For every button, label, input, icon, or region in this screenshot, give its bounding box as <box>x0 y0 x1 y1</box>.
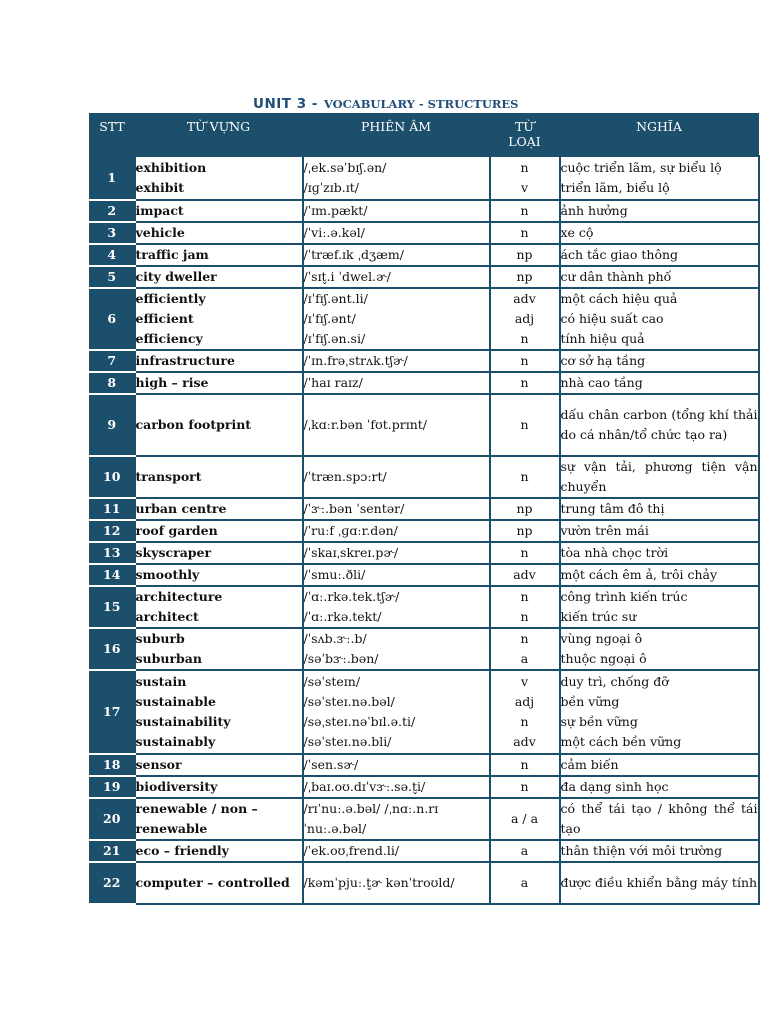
meaning: thân thiện với môi trường <box>560 842 723 858</box>
part-of-speech-cell <box>490 840 560 862</box>
vocabulary-word: high – rise <box>135 374 209 390</box>
row-number: 14 <box>90 564 135 586</box>
vocabulary-word-cell <box>135 456 303 498</box>
vocabulary-word: impact <box>135 202 184 218</box>
pronunciation-cell <box>303 586 490 628</box>
vocabulary-word-cell <box>135 200 303 222</box>
table-row <box>90 266 759 288</box>
vocabulary-word-cell <box>135 862 303 904</box>
row-number: 18 <box>90 754 135 776</box>
part-of-speech: adv <box>513 566 536 582</box>
meaning: sự bền vững <box>560 713 638 729</box>
meaning-cell <box>560 222 759 244</box>
meaning: dấu chân carbon (tổng khí thải do cá nhân/tổ chức tạo ra) <box>560 406 758 442</box>
part-of-speech: n <box>520 630 529 646</box>
vocabulary-word: urban centre <box>135 500 227 516</box>
pronunciation-cell <box>303 456 490 498</box>
vocabulary-word: architecture <box>135 588 223 604</box>
pronunciation: /ˈɪm.pækt/ <box>303 202 368 218</box>
table-row <box>90 394 759 456</box>
part-of-speech: v <box>520 673 529 689</box>
part-of-speech: n <box>520 202 529 218</box>
pronunciation: /səˌsteɪ.nəˈbɪl.ə.ti/ <box>303 713 416 729</box>
meaning: ảnh hưởng <box>560 202 628 218</box>
row-number: 5 <box>90 266 135 288</box>
pronunciation-cell <box>303 628 490 670</box>
pronunciation-cell <box>303 372 490 394</box>
meaning: một cách hiệu quả <box>560 290 678 306</box>
pronunciation: /ˌek.səˈbɪʃ.ən/ <box>303 159 387 175</box>
meaning: thuộc ngoại ô <box>560 650 647 666</box>
part-of-speech-cell <box>490 628 560 670</box>
table-row <box>90 350 759 372</box>
part-of-speech: adv <box>513 290 536 306</box>
pronunciation: /ɪˈfɪʃ.ənt/ <box>303 310 356 326</box>
meaning-cell <box>560 628 759 670</box>
table-row <box>90 840 759 862</box>
row-number: 15 <box>90 586 135 628</box>
pronunciation: /ˈɪn.frəˌstrʌk.tʃɚ/ <box>303 352 408 368</box>
table-row <box>90 628 759 670</box>
part-of-speech: adj <box>514 310 535 326</box>
vocabulary-word: vehicle <box>135 224 185 240</box>
meaning: vườn trên mái <box>560 522 649 538</box>
pronunciation-cell <box>303 498 490 520</box>
pronunciation: /ˈskaɪˌskreɪ.pɚ/ <box>303 544 399 560</box>
part-of-speech-cell <box>490 564 560 586</box>
row-number: 1 <box>90 156 135 200</box>
header-meaning: NGHĨA <box>560 114 759 156</box>
pronunciation: /səˈsteɪn/ <box>303 673 361 689</box>
meaning-cell <box>560 520 759 542</box>
header-part-of-speech <box>490 114 560 156</box>
part-of-speech-cell <box>490 754 560 776</box>
part-of-speech-cell <box>490 456 560 498</box>
meaning-cell <box>560 498 759 520</box>
meaning: cuộc triển lãm, sự biểu lộ <box>560 159 722 175</box>
vocabulary-word: exhibition <box>135 159 207 175</box>
meaning: có thể tái tạo / không thể tái tạo <box>560 800 758 836</box>
part-of-speech-cell <box>490 542 560 564</box>
part-of-speech: np <box>516 268 533 284</box>
vocabulary-word-cell <box>135 520 303 542</box>
meaning: duy trì, chống đỡ <box>560 673 669 689</box>
pronunciation: /ɪˈfɪʃ.ən.si/ <box>303 330 366 346</box>
pronunciation: ˈnuː.ə.bəl/ <box>303 820 367 836</box>
table-row <box>90 456 759 498</box>
row-number: 19 <box>90 776 135 798</box>
meaning-cell <box>560 244 759 266</box>
vocabulary-word: sustainable <box>135 693 216 709</box>
vocabulary-word-cell <box>135 798 303 840</box>
vocabulary-word-cell <box>135 776 303 798</box>
pronunciation: /ˈek.oʊˌfrend.li/ <box>303 842 400 858</box>
pronunciation: /səˈbɝː.bən/ <box>303 650 379 666</box>
row-number: 21 <box>90 840 135 862</box>
vocabulary-word-cell <box>135 628 303 670</box>
pronunciation: /ˈɑː.rkə.tek.tʃɚ/ <box>303 588 400 604</box>
row-number: 4 <box>90 244 135 266</box>
meaning: xe cộ <box>560 224 594 240</box>
meaning: bền vững <box>560 693 620 709</box>
vocabulary-word: sustainably <box>135 733 216 749</box>
table-row <box>90 288 759 350</box>
vocabulary-word-cell <box>135 498 303 520</box>
vocabulary-word-cell <box>135 266 303 288</box>
pronunciation: /kəmˈpjuː.t̬ɚ kənˈtroʊld/ <box>303 874 455 890</box>
vocabulary-word: renewable / non – <box>135 800 258 816</box>
vocabulary-word-cell <box>135 670 303 754</box>
part-of-speech-cell <box>490 288 560 350</box>
part-of-speech-cell <box>490 776 560 798</box>
meaning-cell <box>560 394 759 456</box>
pronunciation: /ˈtræf.ɪk ˌdʒæm/ <box>303 246 404 262</box>
meaning: cư dân thành phố <box>560 268 672 284</box>
header-word: TỪ VỰNG <box>135 114 303 156</box>
part-of-speech: n <box>520 330 529 346</box>
pronunciation: /ˈɝː.bən ˈsentər/ <box>303 500 405 516</box>
row-number: 16 <box>90 628 135 670</box>
vocabulary-word-cell <box>135 564 303 586</box>
part-of-speech: adv <box>513 733 536 749</box>
meaning: một cách êm ả, trôi chảy <box>560 566 718 582</box>
pronunciation-cell <box>303 520 490 542</box>
pronunciation: /ɪˈfɪʃ.ənt.li/ <box>303 290 368 306</box>
meaning-cell <box>560 670 759 754</box>
vocabulary-word: transport <box>135 468 202 484</box>
part-of-speech: n <box>520 468 529 484</box>
pronunciation: /rɪˈnuː.ə.bəl/ /ˌnɑː.n.rɪ <box>303 800 439 816</box>
vocabulary-word-cell <box>135 372 303 394</box>
title-unit: UNIT 3 - <box>253 96 318 112</box>
part-of-speech-cell <box>490 266 560 288</box>
vocabulary-word-cell <box>135 586 303 628</box>
part-of-speech: a <box>520 842 529 858</box>
part-of-speech-cell <box>490 498 560 520</box>
meaning: cơ sở hạ tầng <box>560 352 646 368</box>
pronunciation: /ˈɑː.rkə.tekt/ <box>303 608 382 624</box>
row-number: 10 <box>90 456 135 498</box>
row-number: 17 <box>90 670 135 754</box>
pronunciation: /ˈsen.sɚ/ <box>303 756 359 772</box>
vocabulary-word: renewable <box>135 820 208 836</box>
document-title <box>253 93 518 112</box>
pronunciation-cell <box>303 394 490 456</box>
table-row <box>90 520 759 542</box>
part-of-speech-cell <box>490 394 560 456</box>
table-row <box>90 200 759 222</box>
vocabulary-word: traffic jam <box>135 246 209 262</box>
pronunciation-cell <box>303 776 490 798</box>
table-row <box>90 798 759 840</box>
row-number: 3 <box>90 222 135 244</box>
header-stt: STT <box>90 114 135 156</box>
vocabulary-word: architect <box>135 608 199 624</box>
table-row <box>90 564 759 586</box>
vocabulary-word-cell <box>135 542 303 564</box>
pronunciation: /ˌbaɪ.oʊ.dɪˈvɝː.sə.t̬i/ <box>303 778 426 794</box>
pronunciation-cell <box>303 840 490 862</box>
part-of-speech: n <box>520 713 529 729</box>
part-of-speech: np <box>516 522 533 538</box>
part-of-speech: n <box>520 608 529 624</box>
meaning-cell <box>560 776 759 798</box>
part-of-speech-cell <box>490 520 560 542</box>
part-of-speech: n <box>520 352 529 368</box>
part-of-speech: n <box>520 544 529 560</box>
pronunciation: /ˈsmuː.ðli/ <box>303 566 366 582</box>
part-of-speech: n <box>520 224 529 240</box>
meaning-cell <box>560 840 759 862</box>
table-row <box>90 498 759 520</box>
part-of-speech: n <box>520 159 529 175</box>
header-pos-line1: TỪ <box>515 119 534 134</box>
part-of-speech-cell <box>490 670 560 754</box>
vocabulary-word: eco – friendly <box>135 842 229 858</box>
meaning-cell <box>560 288 759 350</box>
part-of-speech: a <box>520 650 529 666</box>
meaning: trung tâm đô thị <box>560 500 665 516</box>
vocabulary-word-cell <box>135 350 303 372</box>
title-subtitle: VOCABULARY - STRUCTURES <box>323 97 519 111</box>
pronunciation-cell <box>303 266 490 288</box>
vocabulary-word-cell <box>135 754 303 776</box>
vocabulary-table <box>89 113 760 905</box>
pronunciation: /ˈviː.ə.kəl/ <box>303 224 365 240</box>
meaning-cell <box>560 156 759 200</box>
vocabulary-word: sustain <box>135 673 187 689</box>
part-of-speech-cell <box>490 200 560 222</box>
pronunciation: /səˈsteɪ.nə.bəl/ <box>303 693 395 709</box>
row-number: 6 <box>90 288 135 350</box>
pronunciation: /ˈtræn.spɔːrt/ <box>303 468 387 484</box>
meaning: tòa nhà chọc trời <box>560 544 669 560</box>
meaning-cell <box>560 266 759 288</box>
part-of-speech: np <box>516 500 533 516</box>
meaning: một cách bền vững <box>560 733 682 749</box>
vocabulary-word-cell <box>135 394 303 456</box>
part-of-speech: np <box>516 246 533 262</box>
meaning: cảm biến <box>560 756 619 772</box>
vocabulary-word: skyscraper <box>135 544 212 560</box>
meaning: vùng ngoại ô <box>560 630 643 646</box>
pronunciation-cell <box>303 670 490 754</box>
meaning: sự vận tải, phương tiện vận chuyển <box>560 458 758 494</box>
vocabulary-word: carbon footprint <box>135 416 252 432</box>
pronunciation-cell <box>303 156 490 200</box>
meaning-cell <box>560 862 759 904</box>
vocabulary-word: sensor <box>135 756 182 772</box>
row-number: 11 <box>90 498 135 520</box>
part-of-speech-cell <box>490 156 560 200</box>
meaning: được điều khiển bằng máy tính <box>560 874 758 890</box>
table-row <box>90 754 759 776</box>
pronunciation-cell <box>303 288 490 350</box>
header-pos-line2: LOẠI <box>508 134 541 149</box>
pronunciation: /ɪɡˈzɪb.ɪt/ <box>303 179 359 195</box>
pronunciation: /ˈruːf ˌɡɑːr.dən/ <box>303 522 398 538</box>
pronunciation-cell <box>303 200 490 222</box>
vocabulary-word-cell <box>135 244 303 266</box>
vocabulary-word: efficiency <box>135 330 203 346</box>
pronunciation-cell <box>303 542 490 564</box>
vocabulary-word: suburban <box>135 650 202 666</box>
pronunciation-cell <box>303 862 490 904</box>
meaning-cell <box>560 200 759 222</box>
row-number: 9 <box>90 394 135 456</box>
part-of-speech-cell <box>490 798 560 840</box>
part-of-speech: n <box>520 778 529 794</box>
part-of-speech-cell <box>490 244 560 266</box>
meaning: có hiệu suất cao <box>560 310 664 326</box>
part-of-speech-cell <box>490 372 560 394</box>
vocabulary-word: efficient <box>135 310 194 326</box>
meaning: kiến trúc sư <box>560 608 637 624</box>
part-of-speech: n <box>520 756 529 772</box>
pronunciation: /ˈsɪt̬.i ˈdwel.ɚ/ <box>303 268 391 284</box>
row-number: 22 <box>90 862 135 904</box>
meaning-cell <box>560 542 759 564</box>
table-row <box>90 156 759 200</box>
vocabulary-word: roof garden <box>135 522 218 538</box>
table-row <box>90 776 759 798</box>
vocabulary-word: biodiversity <box>135 778 218 794</box>
vocabulary-word: infrastructure <box>135 352 235 368</box>
row-number: 13 <box>90 542 135 564</box>
pronunciation-cell <box>303 754 490 776</box>
table-row <box>90 222 759 244</box>
row-number: 8 <box>90 372 135 394</box>
part-of-speech-cell <box>490 350 560 372</box>
part-of-speech: a / a <box>510 810 539 826</box>
row-number: 12 <box>90 520 135 542</box>
vocabulary-word: exhibit <box>135 179 185 195</box>
part-of-speech-cell <box>490 586 560 628</box>
table-row <box>90 542 759 564</box>
table-row <box>90 670 759 754</box>
pronunciation-cell <box>303 564 490 586</box>
table-row <box>90 586 759 628</box>
part-of-speech-cell <box>490 862 560 904</box>
meaning-cell <box>560 586 759 628</box>
table-row <box>90 244 759 266</box>
part-of-speech: a <box>520 874 529 890</box>
vocabulary-word: smoothly <box>135 566 200 582</box>
row-number: 2 <box>90 200 135 222</box>
meaning-cell <box>560 754 759 776</box>
meaning: công trình kiến trúc <box>560 588 688 604</box>
vocabulary-word-cell <box>135 840 303 862</box>
meaning-cell <box>560 798 759 840</box>
pronunciation-cell <box>303 350 490 372</box>
part-of-speech: n <box>520 416 529 432</box>
table-row <box>90 862 759 904</box>
pronunciation: /ˈsʌb.ɝː.b/ <box>303 630 367 646</box>
meaning: ách tắc giao thông <box>560 246 679 262</box>
vocabulary-rows <box>90 156 759 904</box>
header-pronunciation: PHIÊN ÂM <box>303 114 490 156</box>
vocabulary-word-cell <box>135 222 303 244</box>
meaning: triển lãm, biểu lộ <box>560 179 670 195</box>
pronunciation: /ˌkɑːr.bən ˈfʊt.prɪnt/ <box>303 416 428 432</box>
part-of-speech: n <box>520 374 529 390</box>
pronunciation-cell <box>303 222 490 244</box>
row-number: 7 <box>90 350 135 372</box>
meaning: tính hiệu quả <box>560 330 645 346</box>
vocabulary-word: computer – controlled <box>135 874 290 890</box>
meaning-cell <box>560 372 759 394</box>
vocabulary-word: suburb <box>135 630 185 646</box>
vocabulary-word-cell <box>135 156 303 200</box>
meaning: đa dạng sinh học <box>560 778 669 794</box>
part-of-speech: adj <box>514 693 535 709</box>
part-of-speech: v <box>520 179 529 195</box>
pronunciation: /səˈsteɪ.nə.bli/ <box>303 733 392 749</box>
vocabulary-word: sustainability <box>135 713 231 729</box>
pronunciation-cell <box>303 798 490 840</box>
pronunciation: /ˈhaɪ raɪz/ <box>303 374 363 390</box>
meaning: nhà cao tầng <box>560 374 643 390</box>
vocabulary-word: city dweller <box>135 268 217 284</box>
part-of-speech: n <box>520 588 529 604</box>
meaning-cell <box>560 350 759 372</box>
table-row <box>90 372 759 394</box>
row-number: 20 <box>90 798 135 840</box>
meaning-cell <box>560 564 759 586</box>
vocabulary-word: efficiently <box>135 290 206 306</box>
part-of-speech-cell <box>490 222 560 244</box>
table-header-row <box>90 114 759 156</box>
pronunciation-cell <box>303 244 490 266</box>
meaning-cell <box>560 456 759 498</box>
vocabulary-word-cell <box>135 288 303 350</box>
